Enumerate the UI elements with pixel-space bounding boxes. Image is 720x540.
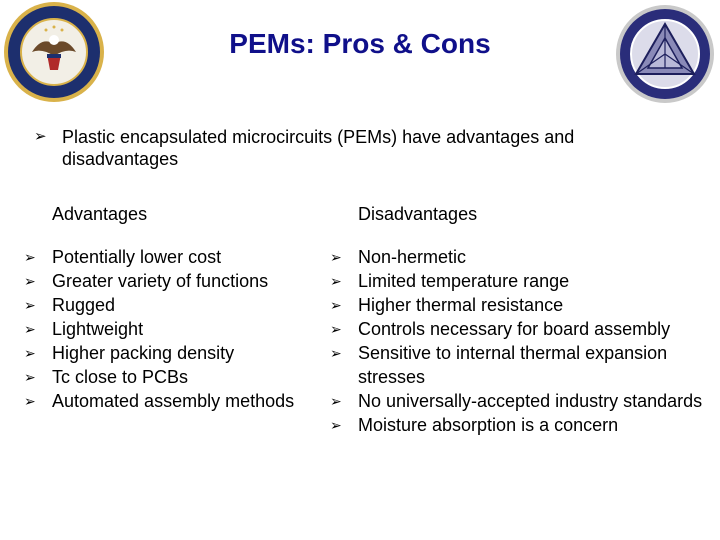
arrow-bullet-icon: ➢ (24, 321, 36, 337)
list-item (330, 413, 715, 437)
advantages-list (24, 245, 324, 413)
advantages-heading: Advantages (52, 204, 148, 224)
disadvantage-text: Limited temperature range (358, 271, 570, 291)
arrow-bullet-icon: ➢ (24, 273, 36, 289)
disadvantages-heading: Disadvantages (358, 204, 478, 224)
arrow-bullet-icon: ➢ (24, 249, 36, 265)
disadvantage-text: Moisture absorption is a concern (358, 415, 619, 435)
list-item (24, 245, 324, 269)
list-item (24, 293, 324, 317)
intro-text: Plastic encapsulated microcircuits (PEMs) have advantages and disadvantages (62, 127, 575, 169)
disadvantage-text: Higher thermal resistance (358, 295, 564, 315)
list-item (330, 341, 715, 389)
arrow-bullet-icon: ➢ (34, 128, 47, 145)
arrow-bullet-icon: ➢ (330, 297, 342, 313)
arrow-bullet-icon: ➢ (24, 297, 36, 313)
arrow-bullet-icon: ➢ (24, 369, 36, 385)
list-item (24, 317, 324, 341)
arrow-bullet-icon: ➢ (330, 393, 342, 409)
advantage-text: Greater variety of functions (52, 271, 269, 291)
disadvantage-text: No universally-accepted industry standards (358, 391, 703, 411)
list-item (24, 389, 324, 413)
advantage-text: Rugged (52, 295, 116, 315)
arrow-bullet-icon: ➢ (330, 345, 342, 361)
list-item (24, 269, 324, 293)
list-item (24, 341, 324, 365)
advantage-text: Higher packing density (52, 343, 235, 363)
advantage-text: Tc close to PCBs (52, 367, 189, 387)
advantage-text: Potentially lower cost (52, 247, 222, 267)
arrow-bullet-icon: ➢ (330, 249, 342, 265)
advantage-text: Lightweight (52, 319, 144, 339)
arrow-bullet-icon: ➢ (330, 417, 342, 433)
list-item (330, 293, 715, 317)
list-item (24, 365, 324, 389)
list-item (330, 245, 715, 269)
disadvantage-text: Non-hermetic (358, 247, 467, 267)
disadvantages-list (330, 245, 715, 437)
arrow-bullet-icon: ➢ (24, 393, 36, 409)
arrow-bullet-icon: ➢ (330, 321, 342, 337)
arrow-bullet-icon: ➢ (24, 345, 36, 361)
advantage-text: Automated assembly methods (52, 391, 295, 411)
arrow-bullet-icon: ➢ (330, 273, 342, 289)
list-item (330, 317, 715, 341)
slide-title: PEMs: Pros & Cons (229, 28, 491, 59)
disadvantage-text: Sensitive to internal thermal expansion stresses (358, 343, 668, 387)
intro-bullet (34, 126, 674, 170)
disadvantage-text: Controls necessary for board assembly (358, 319, 671, 339)
list-item (330, 269, 715, 293)
list-item (330, 389, 715, 413)
